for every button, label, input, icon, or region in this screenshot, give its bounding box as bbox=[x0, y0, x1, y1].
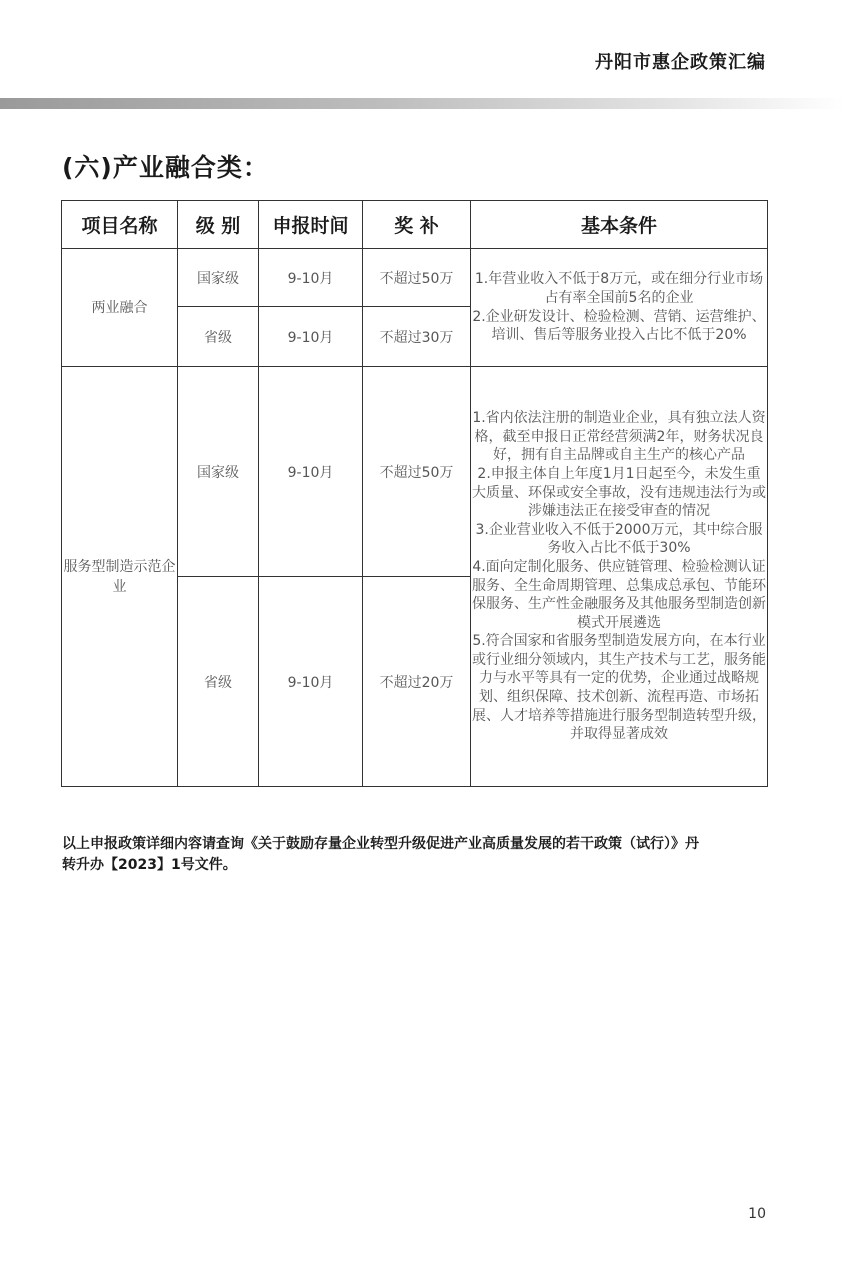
award-cell: 不超过20万 bbox=[363, 577, 471, 787]
table-header-row bbox=[62, 201, 768, 249]
table-row bbox=[62, 367, 768, 577]
page-number: 10 bbox=[748, 1206, 766, 1222]
condition-item: 1.年营业收入不低于8万元，或在细分行业市场占有率全国前5名的企业 bbox=[474, 271, 764, 306]
policy-table bbox=[61, 200, 768, 787]
header-award: 奖 补 bbox=[363, 201, 471, 249]
conditions-cell bbox=[471, 367, 768, 787]
apply-time-cell: 9-10月 bbox=[259, 249, 363, 307]
table-row bbox=[62, 249, 768, 307]
apply-time-cell: 9-10月 bbox=[259, 307, 363, 367]
header-apply-time: 申报时间 bbox=[259, 201, 363, 249]
conditions-cell bbox=[471, 249, 768, 367]
header-level: 级 别 bbox=[178, 201, 259, 249]
policy-footnote: 以上申报政策详细内容请查询《关于鼓励存量企业转型升级促进产业高质量发展的若干政策（试行）》丹转升办【2023】1号文件。 bbox=[62, 836, 699, 873]
award-cell: 不超过30万 bbox=[363, 307, 471, 367]
condition-item: 4.面向定制化服务、供应链管理、检验检测认证服务、全生命周期管理、总集成总承包、节能环保服务、生产性金融服务及其他服务型制造创新模式开展遴选 bbox=[472, 558, 766, 631]
header-divider-bar bbox=[0, 98, 844, 109]
project-name-cell: 两业融合 bbox=[62, 249, 178, 367]
condition-item: 2.申报主体自上年度1月1日起至今，未发生重大质量、环保或安全事故，没有违规违法行为或涉嫌违法正在接受审查的情况 bbox=[472, 465, 766, 520]
level-cell: 省级 bbox=[178, 307, 259, 367]
apply-time-cell: 9-10月 bbox=[259, 577, 363, 787]
document-header-title: 丹阳市惠企政策汇编 bbox=[595, 52, 766, 73]
project-name-cell: 服务型制造示范企业 bbox=[62, 367, 178, 787]
header-project-name: 项目名称 bbox=[62, 201, 178, 249]
condition-item: 2.企业研发设计、检验检测、营销、运营维护、培训、售后等服务业投入占比不低于20% bbox=[472, 308, 766, 344]
condition-item: 3.企业营业收入不低于2000万元，其中综合服务收入占比不低于30% bbox=[475, 521, 763, 557]
apply-time-cell: 9-10月 bbox=[259, 367, 363, 577]
condition-item: 5.符合国家和省服务型制造发展方向，在本行业或行业细分领域内，其生产技术与工艺，服务能力与水平等具有一定的优势，企业通过战略规划、组织保障、技术创新、流程再造、市场拓展、人才培养等措施进行服务型制造转型升级，并取得显著成效 bbox=[472, 633, 766, 743]
level-cell: 国家级 bbox=[178, 367, 259, 577]
condition-item: 1.省内依法注册的制造业企业，具有独立法人资格，截至申报日正常经营须满2年，财务状况良好，拥有自主品牌或自主生产的核心产品 bbox=[472, 410, 766, 464]
section-title: (六)产业融合类： bbox=[62, 153, 269, 182]
level-cell: 省级 bbox=[178, 577, 259, 787]
award-cell: 不超过50万 bbox=[363, 249, 471, 307]
award-cell: 不超过50万 bbox=[363, 367, 471, 577]
level-cell: 国家级 bbox=[178, 249, 259, 307]
header-conditions: 基本条件 bbox=[471, 201, 768, 249]
